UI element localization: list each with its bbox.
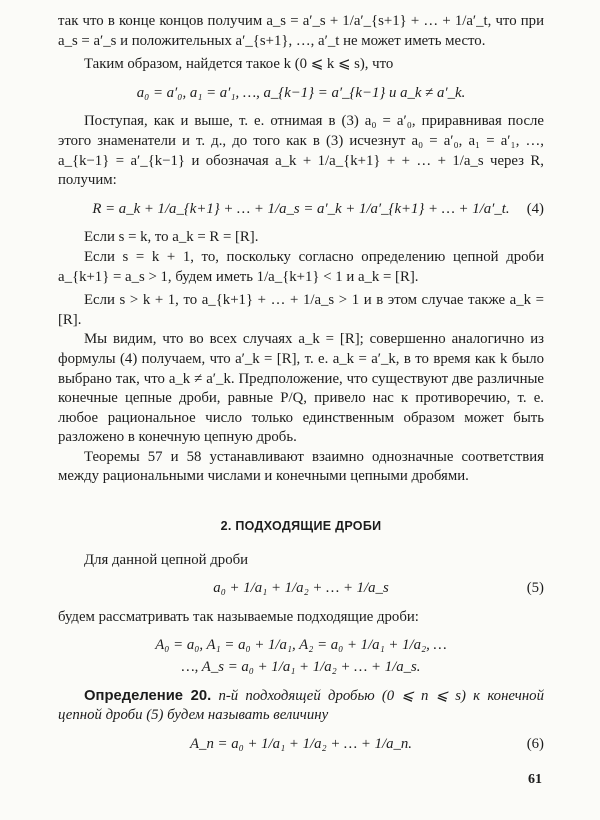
equation-4 <box>58 200 544 220</box>
section-heading: 2. ПОДХОДЯЩИЕ ДРОБИ <box>220 519 382 534</box>
definition-body: n-й подходящей дробью (0 ⩽ n ⩽ s) к конечной цепной дроби (5) будем называть величину <box>58 687 544 724</box>
equation-4-body: R = a_k + 1/a_{k+1} + … + 1/a_s = a′_k + 1/a′_{k+1} + … + 1/a′_t. <box>92 200 510 217</box>
equation-5-number: (5) <box>526 580 544 597</box>
equation-5-body: a₀ + 1/a₁ + 1/a₂ + … + 1/a_s <box>213 580 389 597</box>
paragraph-1: так что в конце концов получим a_s = a′_s + 1/a′_{s+1} + … + 1/a′_t, что при a_s = a′_s и положительных a′_{s+1}, …, a′_t не может иметь место. <box>58 13 544 49</box>
paragraph-2: Таким образом, найдется такое k (0 ⩽ k ⩽ s), что <box>84 56 394 73</box>
paragraph-3: Поступая, как и выше, т. е. отнимая в (3) a₀ = a′₀, приравнивая после этого знаменатели и т. д., до того как в (3) исчезнут a₀ = a′₀, a₁ = a′₁, …, a_{k−1} = a′_{k−1} и обозначая a_k + 1/a_{k+1} + + … + 1/a_s через R, получим: <box>58 113 544 189</box>
equation-5 <box>58 579 544 599</box>
definition-20 <box>58 687 544 726</box>
definition-title: Определение 20. <box>84 687 212 704</box>
convergents-line-1 <box>58 636 544 656</box>
equation-6-number: (6) <box>526 735 544 752</box>
convergents-line-2 <box>58 658 544 678</box>
paragraph-7: Мы видим, что во всех случаях a_k = [R]; совершенно аналогично из формулы (4) получаем, что a′_k = [R], т. е. a_k = a′_k, в то время как k было выбрано так, что a_k ≠ a′_k. Предположение, что существуют две различные конечные цепные дроби, равные P/Q, привело нас к противоречию, т. е. любое рациональное число только единственным образом может быть разложено в конечную цепную дробь. <box>58 331 544 446</box>
paragraph-9: Для данной цепной дроби <box>84 551 249 568</box>
paragraph-8: Теоремы 57 и 58 устанавливают взаимно однозначные соответствия между рациональными числами и конечными цепными дробями. <box>58 448 544 485</box>
equation-4-number: (4) <box>526 200 544 217</box>
equation-6 <box>58 735 544 755</box>
equation-6-body: A_n = a₀ + 1/a₁ + 1/a₂ + … + 1/a_n. <box>190 735 412 752</box>
convergents-line-2-body: …, A_s = a₀ + 1/a₁ + 1/a₂ + … + 1/a_s. <box>181 659 421 676</box>
equation-1-body: a₀ = a′₀, a₁ = a′₁, …, a_{k−1} = a′_{k−1} и a_k ≠ a′_k. <box>136 84 466 101</box>
paragraph-10: будем рассматривать так называемые подходящие дроби: <box>58 608 419 625</box>
page-number: 61 <box>528 772 542 788</box>
paragraph-5: Если s = k + 1, то, поскольку согласно определению цепной дроби a_{k+1} = a_s > 1, будем иметь 1/a_{k+1} < 1 и a_k = [R]. <box>58 248 544 285</box>
paragraph-6: Если s > k + 1, то a_{k+1} + … + 1/a_s > 1 и в этом случае также a_k = [R]. <box>58 292 544 328</box>
equation-1 <box>58 84 544 104</box>
convergents-line-1-body: A₀ = a₀, A₁ = a₀ + 1/a₁, A₂ = a₀ + 1/a₁ + 1/a₂, … <box>155 637 447 654</box>
paragraph-4: Если s = k, то a_k = R = [R]. <box>84 229 259 246</box>
